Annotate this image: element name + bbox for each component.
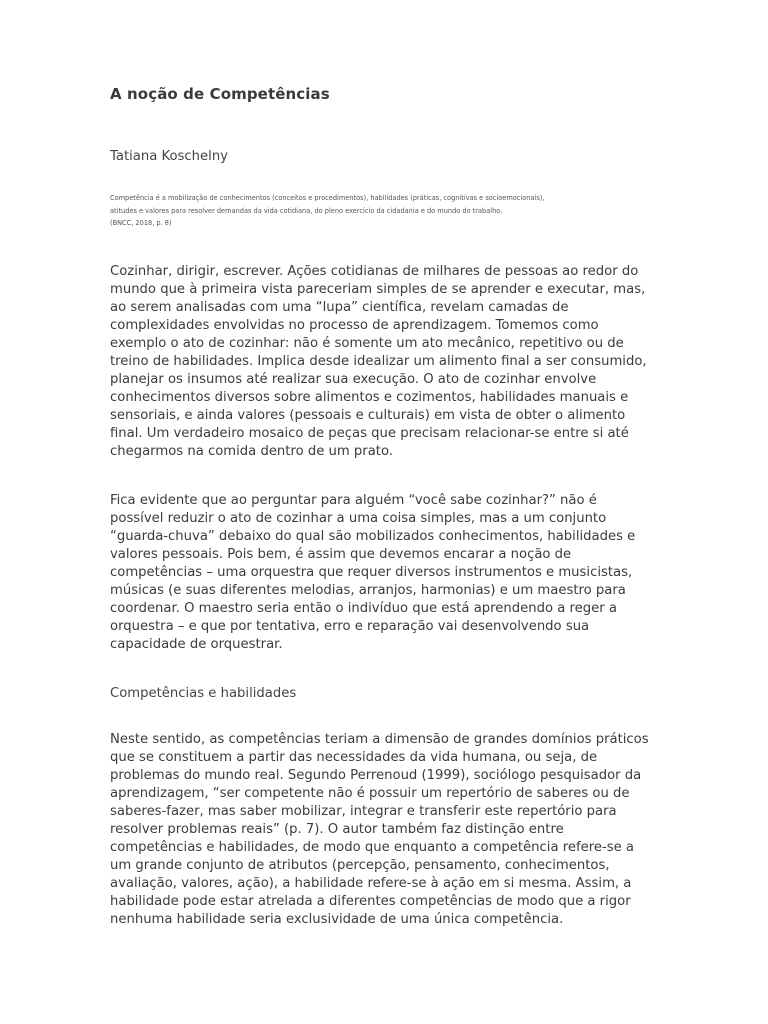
text-line: ao serem analisadas com uma “lupa” científica, revelam camadas de (110, 300, 569, 315)
text-line: Fica evidente que ao perguntar para alguém “você sabe cozinhar?” não é (110, 493, 597, 508)
text-line: que se constituem a partir das necessidades da vida humana, ou seja, de (110, 750, 598, 765)
text-line: aprendizagem, “ser competente não é possuir um repertório de saberes ou de (110, 786, 630, 801)
epigraph-line: atitudes e valores para resolver demandas da vida cotidiana, do pleno exercício da cidadania e do mundo do trabalho. (110, 206, 503, 215)
paragraph-orchestra (110, 492, 665, 654)
text-line: valores pessoais. Pois bem, é assim que devemos encarar a noção de (110, 547, 572, 562)
document-title: A noção de Competências (110, 85, 330, 103)
text-line: Neste sentido, as competências teriam a dimensão de grandes domínios práticos (110, 732, 649, 747)
section-heading: Competências e habilidades (110, 686, 297, 701)
text-line: final. Um verdadeiro mosaico de peças que precisam relacionar-se entre si até (110, 426, 629, 441)
text-line: coordenar. O maestro seria então o indivíduo que está aprendendo a reger a (110, 601, 617, 616)
text-line: “guarda-chuva” debaixo do qual são mobilizados conhecimentos, habilidades e (110, 529, 636, 544)
text-line: avaliação, valores, ação), a habilidade refere-se à ação em si mesma. Assim, a (110, 876, 632, 891)
epigraph-line: Competência é a mobilização de conhecimentos (conceitos e procedimentos), habilidades (práticas, cognitivas e socioemocionais), (110, 194, 545, 202)
paragraph-competences (110, 731, 665, 929)
epigraph-citation: (BNCC, 2018, p. 8) (110, 219, 172, 227)
text-line: exemplo o ato de cozinhar: não é somente um ato mecânico, repetitivo ou de (110, 336, 624, 351)
text-line: músicas (e suas diferentes melodias, arranjos, harmonias) e um maestro para (110, 583, 626, 598)
epigraph-quote (110, 192, 670, 230)
paragraph-cooking (110, 263, 665, 461)
text-line: complexidades envolvidas no processo de aprendizagem. Tomemos como (110, 318, 599, 333)
text-line: capacidade de orquestrar. (110, 637, 283, 652)
text-line: sensoriais, e ainda valores (pessoais e culturais) em vista de obter o alimento (110, 408, 626, 423)
author-name: Tatiana Koschelny (110, 149, 228, 164)
text-line: conhecimentos diversos sobre alimentos e cozimentos, habilidades manuais e (110, 390, 629, 405)
text-line: Cozinhar, dirigir, escrever. Ações cotidianas de milhares de pessoas ao redor do (110, 264, 639, 279)
text-line: chegarmos na comida dentro de um prato. (110, 444, 393, 459)
text-line: um grande conjunto de atributos (percepção, pensamento, conhecimentos, (110, 858, 610, 873)
text-line: nenhuma habilidade seria exclusividade de uma única competência. (110, 912, 564, 927)
text-line: orquestra – e que por tentativa, erro e reparação vai desenvolvendo sua (110, 619, 590, 634)
text-line: saberes-fazer, mas saber mobilizar, integrar e transferir este repertório para (110, 804, 617, 819)
text-line: problemas do mundo real. Segundo Perrenoud (1999), sociólogo pesquisador da (110, 768, 642, 783)
text-line: treino de habilidades. Implica desde idealizar um alimento final a ser consumido, (110, 354, 647, 369)
text-line: competências – uma orquestra que requer diversos instrumentos e musicistas, (110, 565, 633, 580)
text-line: resolver problemas reais” (p. 7). O autor também faz distinção entre (110, 822, 564, 837)
text-line: planejar os insumos até realizar sua execução. O ato de cozinhar envolve (110, 372, 597, 387)
text-line: habilidade pode estar atrelada a diferentes competências de modo que a rigor (110, 894, 631, 909)
text-line: competências e habilidades, de modo que enquanto a competência refere-se a (110, 840, 634, 855)
text-line: mundo que à primeira vista pareceriam simples de se aprender e executar, mas, (110, 282, 646, 297)
text-line: possível reduzir o ato de cozinhar a uma coisa simples, mas a um conjunto (110, 511, 607, 526)
